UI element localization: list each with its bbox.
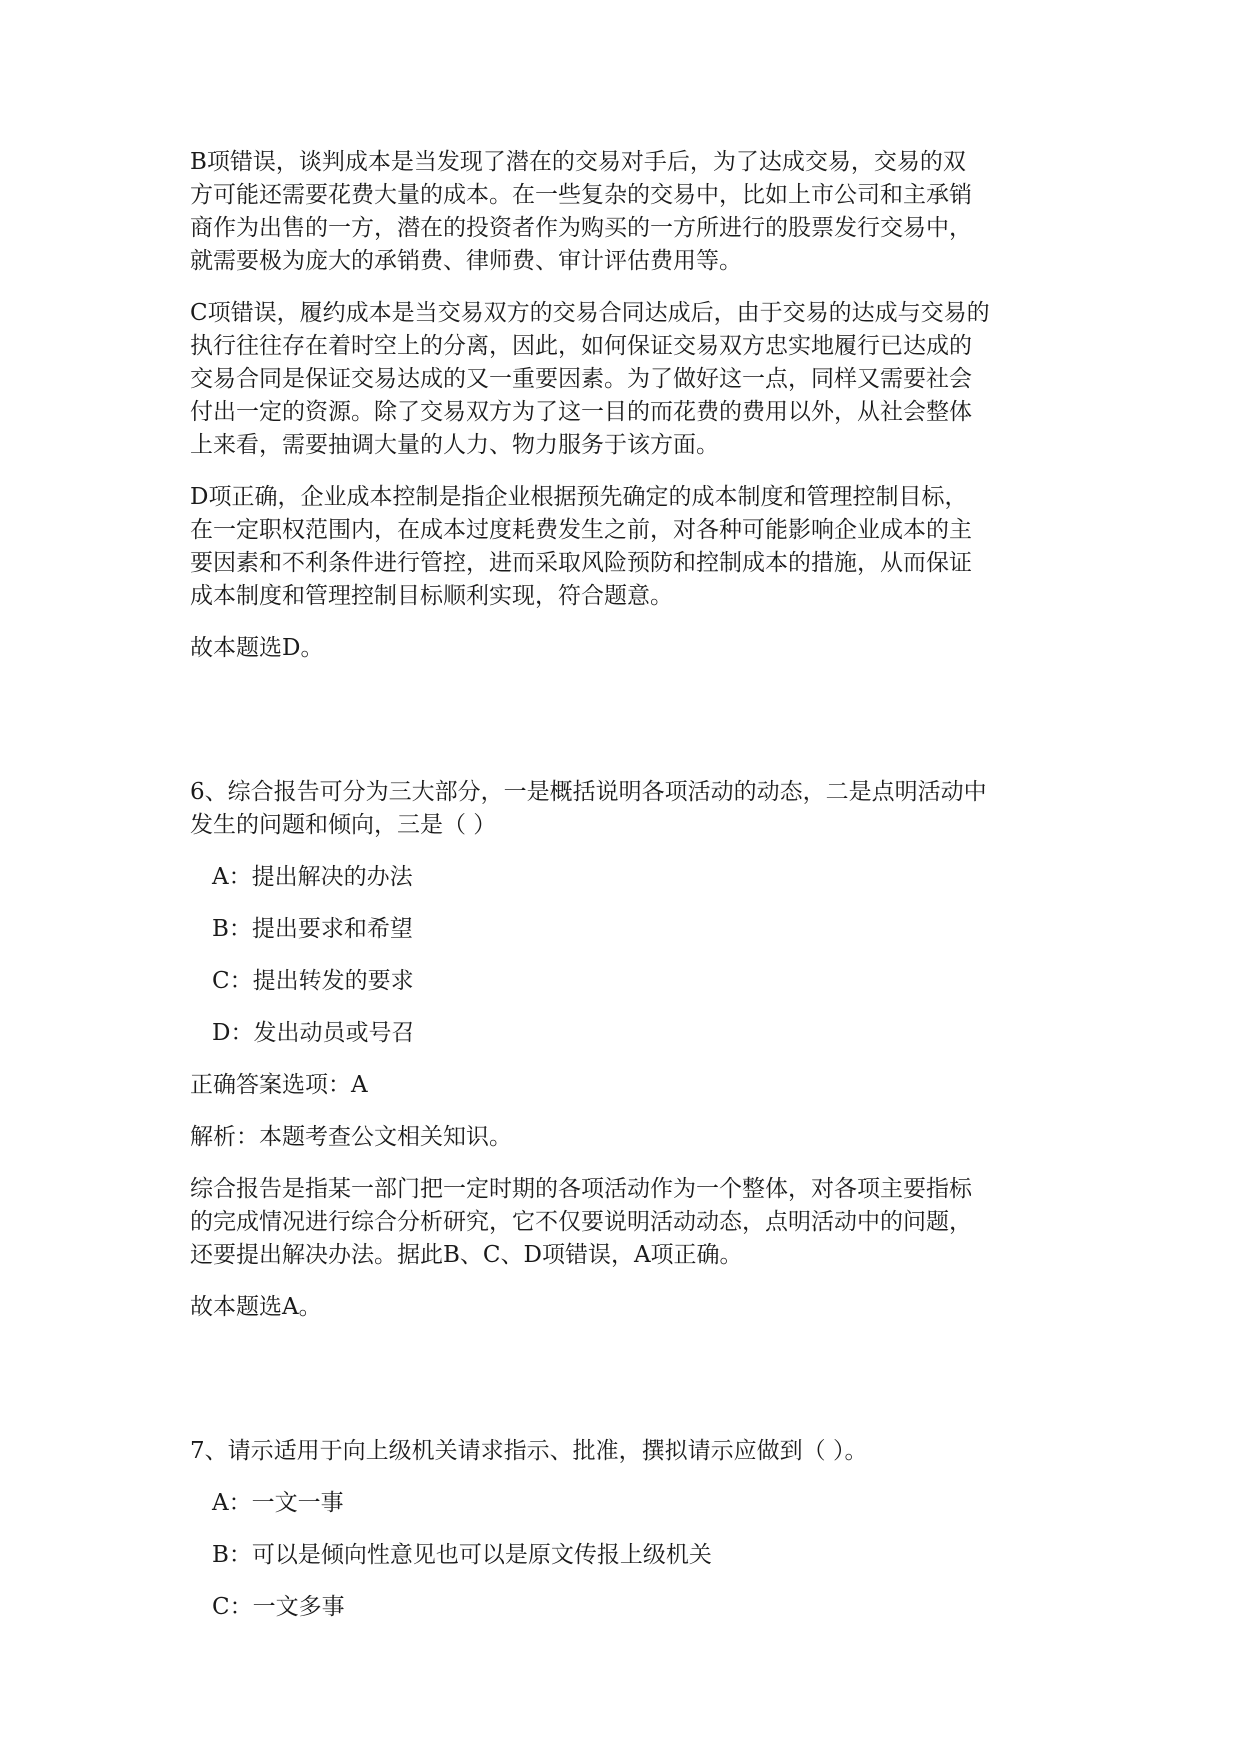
question-6-answer: 正确答案选项：A bbox=[190, 1072, 368, 1098]
question-6-option-c: C：提出转发的要求 bbox=[212, 968, 414, 994]
section-spacer bbox=[190, 1343, 1060, 1435]
question-7-stem: 7、请示适用于向上级机关请求指示、批准，撰拟请示应做到（ ）。 bbox=[190, 1438, 868, 1464]
question-6-detail: 综合报告是指某一部门把一定时期的各项活动作为一个整体，对各项主要指标 的完成情况进行综合分析研究，它不仅要说明活动动态，点明活动中的问题， 还要提出解决办法。据此B、C、D项错误，A项正确。 bbox=[190, 1176, 972, 1268]
question-7-option-c: C：一文多事 bbox=[212, 1594, 345, 1620]
question-6-stem: 6、综合报告可分为三大部分，一是概括说明各项活动的动态，二是点明活动中 发生的问题和倾向，三是（ ） bbox=[190, 779, 987, 838]
section-spacer bbox=[190, 684, 1060, 776]
question-6-analysis: 解析：本题考查公文相关知识。 bbox=[190, 1124, 512, 1150]
explanation-option-d: D项正确，企业成本控制是指企业根据预先确定的成本制度和管理控制目标， 在一定职权范围内，在成本过度耗费发生之前，对各种可能影响企业成本的主 要因素和不利条件进行管控，进而采取风险预防和控制成本的措施，从而保证 成本制度和管理控制目标顺利实现，符合题意。 bbox=[190, 484, 972, 609]
question-7-option-b: B：可以是倾向性意见也可以是原文传报上级机关 bbox=[212, 1542, 712, 1568]
question-6-option-b: B：提出要求和希望 bbox=[212, 916, 413, 942]
question-6-conclusion: 故本题选A。 bbox=[190, 1294, 322, 1320]
explanation-option-b: B项错误，谈判成本是当发现了潜在的交易对手后，为了达成交易，交易的双 方可能还需要花费大量的成本。在一些复杂的交易中，比如上市公司和主承销 商作为出售的一方，潜在的投资者作为购买的一方所进行的股票发行交易中， 就需要极为庞大的承销费、律师费、审计评估费用等。 bbox=[190, 149, 972, 274]
question-6-option-a: A：提出解决的办法 bbox=[212, 864, 413, 890]
question-7-option-a: A：一文一事 bbox=[212, 1490, 344, 1516]
explanation-option-c: C项错误，履约成本是当交易双方的交易合同达成后，由于交易的达成与交易的 执行往往存在着时空上的分离，因此，如何保证交易双方忠实地履行已达成的 交易合同是保证交易达成的又一重要因素。为了做好这一点，同样又需要社会 付出一定的资源。除了交易双方为了这一目的而花费的费用以外，从社会整体 上来看，需要抽调大量的人力、物力服务于该方面。 bbox=[190, 300, 990, 458]
explanation-conclusion: 故本题选D。 bbox=[190, 635, 324, 661]
question-6-option-d: D：发出动员或号召 bbox=[212, 1020, 415, 1046]
document-page bbox=[190, 146, 1060, 1643]
